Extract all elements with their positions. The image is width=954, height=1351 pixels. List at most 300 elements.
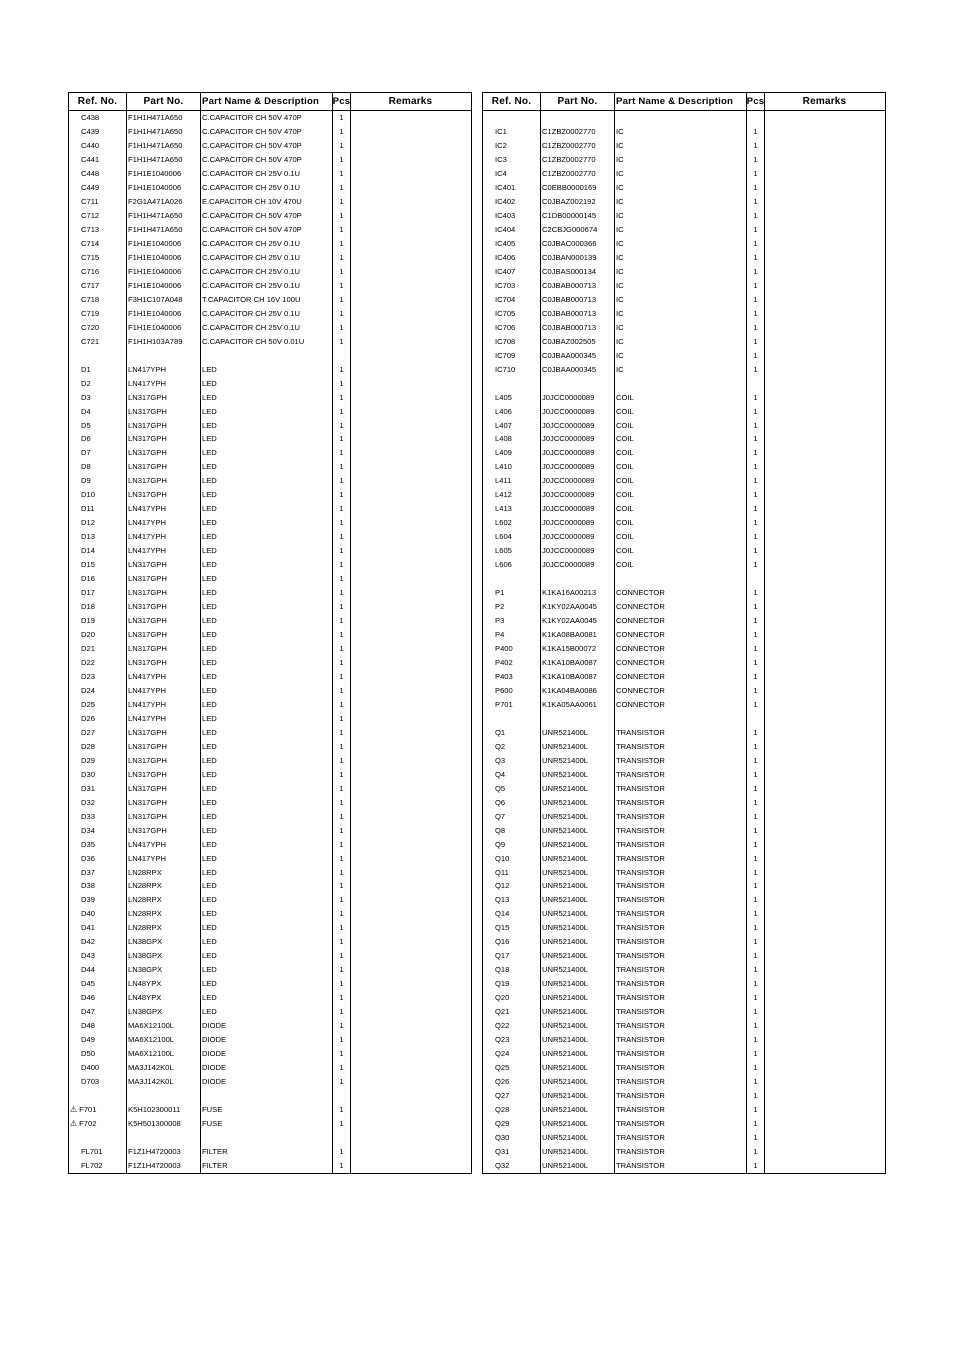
ref-cell: Q17 — [483, 949, 541, 963]
remarks-cell — [765, 181, 884, 195]
table-row — [69, 265, 471, 279]
ref-cell: D3 — [69, 390, 127, 404]
description-cell: C.CAPACITOR CH 50V 470P — [201, 139, 333, 153]
remarks-cell — [765, 376, 884, 390]
remarks-cell — [765, 153, 884, 167]
table-row — [483, 809, 885, 823]
part-no-cell: K5H102300011 — [127, 1103, 201, 1117]
ref-cell: C711 — [69, 195, 127, 209]
description-cell: TRANSISTOR — [615, 865, 747, 879]
pcs-cell: 1 — [333, 684, 351, 698]
remarks-cell — [765, 642, 884, 656]
pcs-cell: 1 — [333, 125, 351, 139]
remarks-cell — [765, 251, 884, 265]
header-remarks: Remarks — [802, 96, 847, 107]
remarks-cell — [351, 1145, 470, 1159]
part-no-cell: F1H1E1040006 — [127, 181, 201, 195]
pcs-cell: 1 — [747, 432, 765, 446]
remarks-cell — [351, 712, 470, 726]
description-cell: LED — [201, 782, 333, 796]
part-no-cell: K5H501300008 — [127, 1117, 201, 1131]
ref-cell: D42 — [69, 935, 127, 949]
ref-label: F702 — [79, 1118, 97, 1128]
description-cell: T.CAPACITOR CH 16V 100U — [201, 293, 333, 307]
ref-cell: Q30 — [483, 1131, 541, 1145]
table-row — [69, 1033, 471, 1047]
pcs-cell: 1 — [747, 307, 765, 321]
ref-cell: Q16 — [483, 935, 541, 949]
description-cell: IC — [615, 348, 747, 362]
description-cell: LED — [201, 600, 333, 614]
description-cell: LED — [201, 474, 333, 488]
part-no-cell: UNR521400L — [541, 1019, 615, 1033]
ref-cell: Q4 — [483, 768, 541, 782]
pcs-cell: 1 — [333, 851, 351, 865]
description-cell: C.CAPACITOR CH 25V 0.1U — [201, 265, 333, 279]
pcs-cell: 1 — [747, 754, 765, 768]
description-cell: IC — [615, 321, 747, 335]
description-cell: LED — [201, 823, 333, 837]
remarks-cell — [765, 209, 884, 223]
table-row — [69, 1061, 471, 1075]
pcs-cell: 1 — [333, 1075, 351, 1089]
ref-cell: Q22 — [483, 1019, 541, 1033]
table-row — [69, 572, 471, 586]
part-no-cell: C1ZBZ0002770 — [541, 139, 615, 153]
pcs-cell: 1 — [747, 656, 765, 670]
pcs-cell: 1 — [747, 348, 765, 362]
table-row — [483, 1103, 885, 1117]
pcs-cell: 1 — [747, 1117, 765, 1131]
ref-cell: D50 — [69, 1047, 127, 1061]
description-cell: TRANSISTOR — [615, 1019, 747, 1033]
table-row — [69, 851, 471, 865]
part-no-cell: UNR521400L — [541, 1145, 615, 1159]
description-cell: LED — [201, 837, 333, 851]
part-no-cell: C0JBAA000345 — [541, 348, 615, 362]
part-no-cell: J0JCC0000089 — [541, 516, 615, 530]
part-no-cell: J0JCC0000089 — [541, 390, 615, 404]
pcs-cell: 1 — [333, 516, 351, 530]
pcs-cell: 1 — [333, 1047, 351, 1061]
part-no-cell: LN28RPX — [127, 921, 201, 935]
remarks-cell — [351, 1103, 470, 1117]
pcs-cell: 1 — [747, 1089, 765, 1103]
remarks-cell — [765, 977, 884, 991]
table-row — [483, 1019, 885, 1033]
header-ref-no: Ref. No. — [69, 93, 127, 110]
ref-cell: D20 — [69, 628, 127, 642]
part-no-cell: LN317GPH — [127, 572, 201, 586]
ref-cell: Q18 — [483, 963, 541, 977]
remarks-cell — [765, 195, 884, 209]
ref-cell — [69, 1117, 127, 1131]
description-cell: TRANSISTOR — [615, 768, 747, 782]
description-cell: LED — [201, 795, 333, 809]
part-no-cell: LN38GPX — [127, 963, 201, 977]
pcs-cell: 1 — [747, 782, 765, 796]
ref-cell: IC706 — [483, 321, 541, 335]
part-no-cell: LN417YPH — [127, 544, 201, 558]
remarks-cell — [351, 418, 470, 432]
description-cell: C.CAPACITOR CH 50V 470P — [201, 111, 333, 125]
ref-cell: D32 — [69, 795, 127, 809]
ref-cell — [69, 1089, 127, 1103]
ref-cell: D27 — [69, 726, 127, 740]
remarks-cell — [765, 893, 884, 907]
pcs-cell: 1 — [747, 991, 765, 1005]
ref-cell: Q10 — [483, 851, 541, 865]
description-cell: IC — [615, 153, 747, 167]
part-no-cell: J0JCC0000089 — [541, 418, 615, 432]
part-no-cell: LN317GPH — [127, 418, 201, 432]
pcs-cell: 1 — [747, 321, 765, 335]
table-row — [69, 1145, 471, 1159]
pcs-cell — [333, 1131, 351, 1145]
table-header — [69, 93, 471, 111]
part-no-cell: MA6X12100L — [127, 1019, 201, 1033]
pcs-cell — [747, 376, 765, 390]
ref-cell: Q5 — [483, 782, 541, 796]
description-cell: IC — [615, 251, 747, 265]
table-row — [483, 656, 885, 670]
description-cell: C.CAPACITOR CH 50V 470P — [201, 125, 333, 139]
ref-cell: Q8 — [483, 823, 541, 837]
table-row — [69, 474, 471, 488]
remarks-cell — [765, 1089, 884, 1103]
ref-cell: IC709 — [483, 348, 541, 362]
description-cell: LED — [201, 516, 333, 530]
pcs-cell: 1 — [333, 558, 351, 572]
description-cell: TRANSISTOR — [615, 921, 747, 935]
remarks-cell — [351, 558, 470, 572]
part-no-cell: C0JBAN000139 — [541, 251, 615, 265]
pcs-cell: 1 — [747, 684, 765, 698]
ref-cell: D703 — [69, 1075, 127, 1089]
remarks-cell — [351, 670, 470, 684]
table-row — [483, 1159, 885, 1173]
part-no-cell: LN28RPX — [127, 865, 201, 879]
ref-cell: C715 — [69, 251, 127, 265]
part-no-cell: LN317GPH — [127, 628, 201, 642]
pcs-cell: 1 — [333, 502, 351, 516]
remarks-cell — [351, 991, 470, 1005]
ref-cell: D46 — [69, 991, 127, 1005]
pcs-cell: 1 — [333, 768, 351, 782]
pcs-cell: 1 — [747, 251, 765, 265]
table-row — [69, 726, 471, 740]
description-cell: CONNECTOR — [615, 614, 747, 628]
table-row — [483, 390, 885, 404]
part-no-cell: K1KY02AA0045 — [541, 600, 615, 614]
ref-cell: IC403 — [483, 209, 541, 223]
pcs-cell: 1 — [747, 167, 765, 181]
part-no-cell: LN48YPX — [127, 991, 201, 1005]
remarks-cell — [351, 488, 470, 502]
table-row — [483, 879, 885, 893]
ref-cell — [483, 712, 541, 726]
table-row — [69, 823, 471, 837]
table-row — [69, 656, 471, 670]
table-row — [69, 237, 471, 251]
ref-cell: D13 — [69, 530, 127, 544]
pcs-cell: 1 — [747, 1131, 765, 1145]
pcs-cell: 1 — [333, 726, 351, 740]
remarks-cell — [351, 362, 470, 376]
pcs-cell: 1 — [333, 293, 351, 307]
pcs-cell: 1 — [333, 879, 351, 893]
description-cell: IC — [615, 237, 747, 251]
part-no-cell: J0JCC0000089 — [541, 502, 615, 516]
pcs-cell: 1 — [747, 1103, 765, 1117]
ref-cell: P3 — [483, 614, 541, 628]
pcs-cell: 1 — [747, 865, 765, 879]
table-row — [69, 167, 471, 181]
part-no-cell: F1H1E1040006 — [127, 265, 201, 279]
pcs-cell: 1 — [333, 600, 351, 614]
table-row — [69, 558, 471, 572]
part-no-cell: F1Z1H4720003 — [127, 1159, 201, 1173]
pcs-cell: 1 — [333, 572, 351, 586]
part-no-cell: UNR521400L — [541, 851, 615, 865]
part-no-cell: LN417YPH — [127, 502, 201, 516]
pcs-cell: 1 — [333, 335, 351, 349]
pcs-cell — [747, 712, 765, 726]
header-remarks: Remarks — [388, 96, 433, 107]
part-no-cell: F1H1H103A789 — [127, 335, 201, 349]
remarks-cell — [765, 111, 884, 125]
pcs-cell: 1 — [747, 404, 765, 418]
remarks-cell — [765, 879, 884, 893]
remarks-cell — [765, 404, 884, 418]
remarks-cell — [351, 1005, 470, 1019]
part-no-cell — [127, 1131, 201, 1145]
description-cell: TRANSISTOR — [615, 1103, 747, 1117]
table-row — [483, 516, 885, 530]
part-no-cell: C1ZBZ0002770 — [541, 153, 615, 167]
ref-cell: D29 — [69, 754, 127, 768]
description-cell: LED — [201, 502, 333, 516]
ref-cell: D7 — [69, 446, 127, 460]
part-no-cell: UNR521400L — [541, 1047, 615, 1061]
part-no-cell: UNR521400L — [541, 893, 615, 907]
remarks-cell — [351, 153, 470, 167]
description-cell: LED — [201, 907, 333, 921]
description-cell: COIL — [615, 544, 747, 558]
table-body — [69, 111, 471, 1173]
ref-cell: P1 — [483, 586, 541, 600]
remarks-cell — [351, 1033, 470, 1047]
part-no-cell: MA6X12100L — [127, 1033, 201, 1047]
description-cell: LED — [201, 488, 333, 502]
table-row — [69, 740, 471, 754]
pcs-cell: 1 — [747, 460, 765, 474]
table-row — [483, 1047, 885, 1061]
pcs-cell: 1 — [747, 614, 765, 628]
part-no-cell: LN28RPX — [127, 879, 201, 893]
table-row — [69, 921, 471, 935]
remarks-cell — [351, 376, 470, 390]
ref-cell: Q29 — [483, 1117, 541, 1131]
table-row — [483, 600, 885, 614]
part-no-cell: LN317GPH — [127, 795, 201, 809]
warning-triangle-icon: ⚠ — [70, 1104, 78, 1114]
ref-cell: Q26 — [483, 1075, 541, 1089]
table-row — [69, 1047, 471, 1061]
part-no-cell: LN317GPH — [127, 782, 201, 796]
ref-cell: Q25 — [483, 1061, 541, 1075]
remarks-cell — [765, 949, 884, 963]
remarks-cell — [351, 809, 470, 823]
part-no-cell — [541, 712, 615, 726]
table-row — [69, 684, 471, 698]
part-no-cell: C0EBB0000169 — [541, 181, 615, 195]
part-no-cell: UNR521400L — [541, 809, 615, 823]
remarks-cell — [351, 879, 470, 893]
ref-cell: D2 — [69, 376, 127, 390]
part-no-cell: LN317GPH — [127, 432, 201, 446]
description-cell: IC — [615, 279, 747, 293]
remarks-cell — [351, 1019, 470, 1033]
table-row — [483, 404, 885, 418]
ref-cell: D30 — [69, 768, 127, 782]
table-row — [69, 488, 471, 502]
table-row — [483, 1089, 885, 1103]
description-cell: LED — [201, 754, 333, 768]
ref-cell: Q2 — [483, 740, 541, 754]
part-no-cell: C1ZBZ0002770 — [541, 125, 615, 139]
pcs-cell: 1 — [333, 390, 351, 404]
ref-cell: D41 — [69, 921, 127, 935]
table-row — [483, 768, 885, 782]
remarks-cell — [351, 893, 470, 907]
description-cell: COIL — [615, 474, 747, 488]
remarks-cell — [765, 488, 884, 502]
table-row — [483, 977, 885, 991]
remarks-cell — [765, 474, 884, 488]
ref-cell: D45 — [69, 977, 127, 991]
part-no-cell: F1H1E1040006 — [127, 279, 201, 293]
remarks-cell — [765, 586, 884, 600]
pcs-cell — [333, 348, 351, 362]
pcs-cell: 1 — [333, 782, 351, 796]
pcs-cell: 1 — [333, 614, 351, 628]
pcs-cell: 1 — [747, 1075, 765, 1089]
pcs-cell: 1 — [333, 418, 351, 432]
table-row — [483, 432, 885, 446]
table-row — [483, 544, 885, 558]
description-cell: LED — [201, 991, 333, 1005]
table-row — [483, 1005, 885, 1019]
description-cell: TRANSISTOR — [615, 726, 747, 740]
pcs-cell: 1 — [333, 530, 351, 544]
remarks-cell — [765, 1159, 884, 1173]
description-cell: DIODE — [201, 1019, 333, 1033]
part-no-cell: LN417YPH — [127, 851, 201, 865]
parts-table-right — [482, 92, 886, 1174]
part-no-cell: C0JBAB000713 — [541, 293, 615, 307]
pcs-cell: 1 — [333, 1103, 351, 1117]
description-cell: TRANSISTOR — [615, 879, 747, 893]
remarks-cell — [351, 642, 470, 656]
pcs-cell: 1 — [333, 893, 351, 907]
table-row — [69, 712, 471, 726]
description-cell: C.CAPACITOR CH 25V 0.1U — [201, 307, 333, 321]
table-row — [483, 279, 885, 293]
pcs-cell: 1 — [747, 544, 765, 558]
table-row — [483, 251, 885, 265]
remarks-cell — [765, 963, 884, 977]
pcs-cell: 1 — [333, 865, 351, 879]
remarks-cell — [765, 726, 884, 740]
ref-cell: L412 — [483, 488, 541, 502]
description-cell: LED — [201, 851, 333, 865]
table-row — [483, 195, 885, 209]
ref-cell: IC3 — [483, 153, 541, 167]
part-no-cell: F1H1E1040006 — [127, 237, 201, 251]
pcs-cell: 1 — [333, 907, 351, 921]
description-cell: TRANSISTOR — [615, 1145, 747, 1159]
table-row — [69, 223, 471, 237]
remarks-cell — [351, 544, 470, 558]
part-no-cell: C0JBAB000713 — [541, 321, 615, 335]
pcs-cell: 1 — [747, 530, 765, 544]
table-row — [69, 404, 471, 418]
remarks-cell — [351, 530, 470, 544]
part-no-cell: F1H1E1040006 — [127, 321, 201, 335]
remarks-cell — [351, 460, 470, 474]
remarks-cell — [351, 614, 470, 628]
description-cell: IC — [615, 139, 747, 153]
table-row — [69, 432, 471, 446]
table-row — [69, 153, 471, 167]
description-cell: TRANSISTOR — [615, 754, 747, 768]
pcs-cell: 1 — [333, 474, 351, 488]
table-row — [69, 1131, 471, 1145]
ref-cell: Q27 — [483, 1089, 541, 1103]
pcs-cell: 1 — [333, 670, 351, 684]
pcs-cell: 1 — [333, 1005, 351, 1019]
ref-cell: C449 — [69, 181, 127, 195]
pcs-cell: 1 — [747, 418, 765, 432]
part-no-cell: MA3J142K0L — [127, 1061, 201, 1075]
table-row — [69, 809, 471, 823]
part-no-cell — [541, 572, 615, 586]
remarks-cell — [765, 921, 884, 935]
remarks-cell — [765, 656, 884, 670]
ref-label: F701 — [79, 1104, 97, 1114]
ref-cell: D1 — [69, 362, 127, 376]
ref-cell: D37 — [69, 865, 127, 879]
table-row — [69, 768, 471, 782]
remarks-cell — [351, 768, 470, 782]
pcs-cell: 1 — [747, 600, 765, 614]
table-row — [483, 223, 885, 237]
ref-cell: IC708 — [483, 335, 541, 349]
table-row — [69, 977, 471, 991]
ref-cell: IC407 — [483, 265, 541, 279]
description-cell: LED — [201, 432, 333, 446]
remarks-cell — [765, 712, 884, 726]
description-cell: LED — [201, 768, 333, 782]
ref-cell: D11 — [69, 502, 127, 516]
description-cell: LED — [201, 879, 333, 893]
ref-cell: C718 — [69, 293, 127, 307]
remarks-cell — [351, 740, 470, 754]
description-cell: C.CAPACITOR CH 25V 0.1U — [201, 321, 333, 335]
pcs-cell: 1 — [333, 404, 351, 418]
pcs-cell: 1 — [747, 125, 765, 139]
